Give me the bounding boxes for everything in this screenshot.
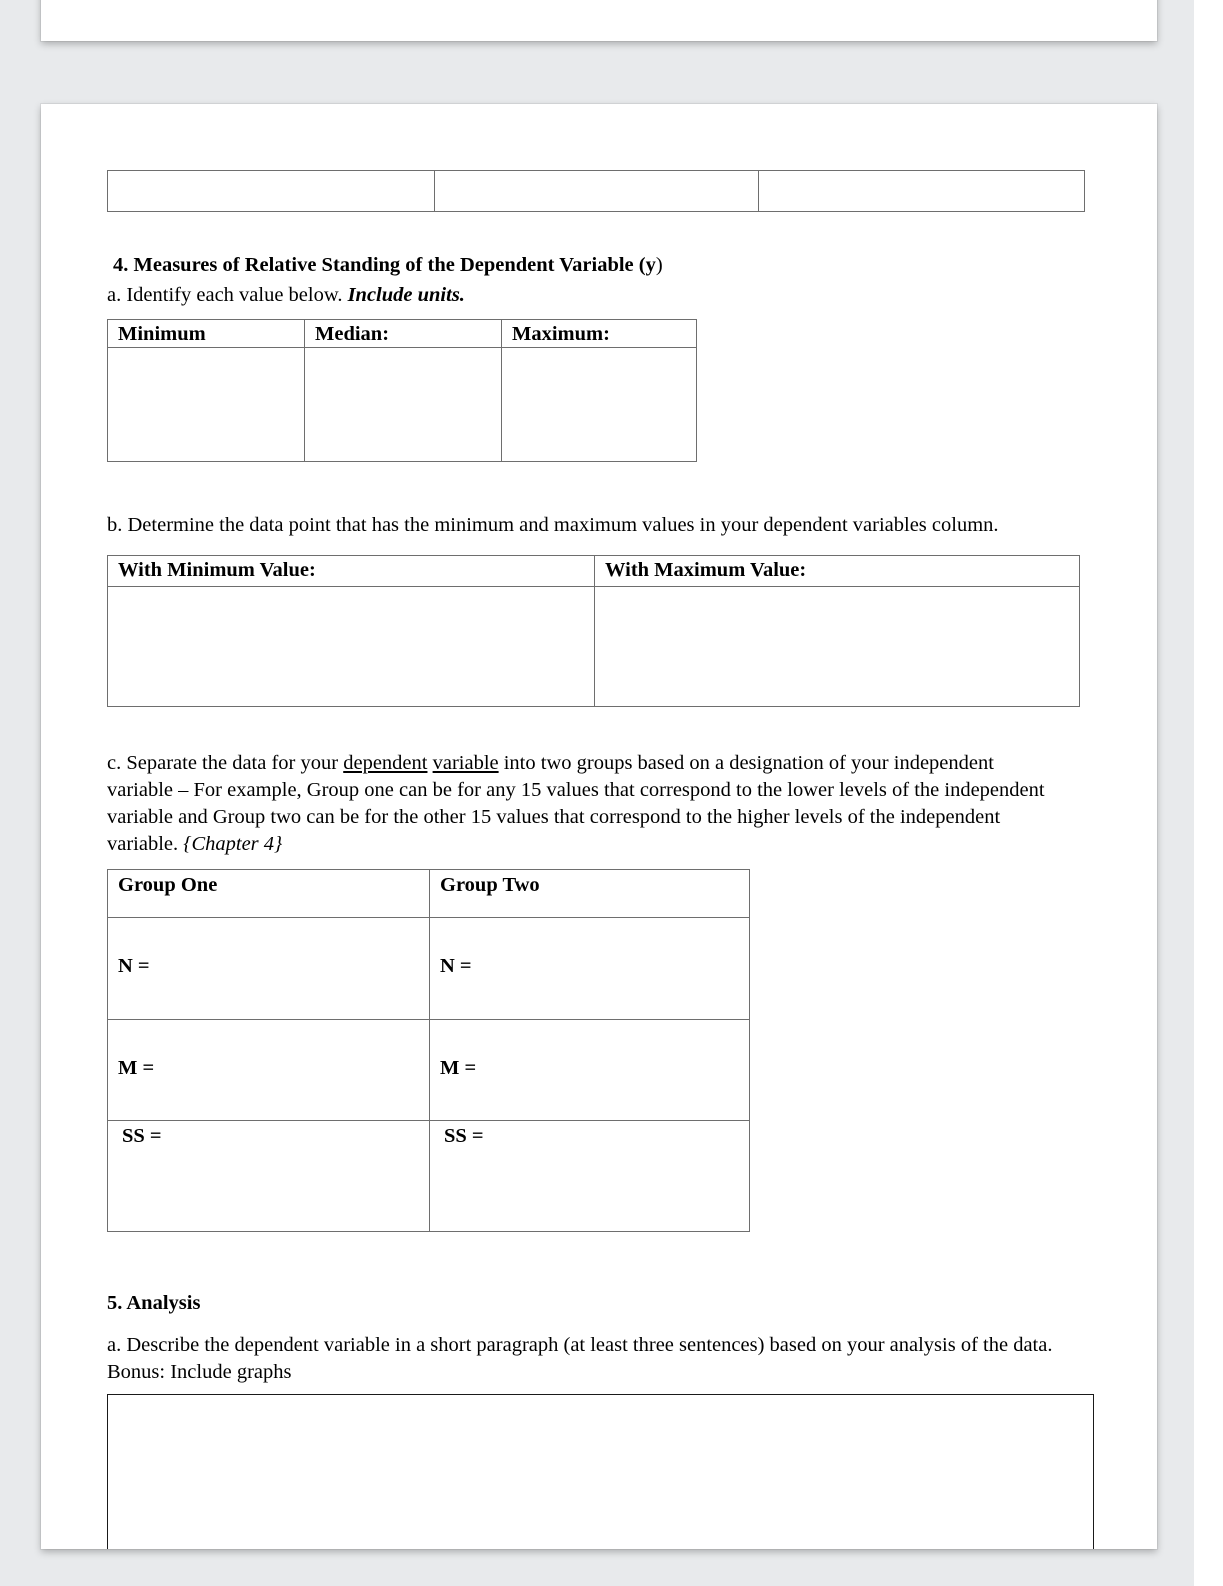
page-content (41, 104, 1157, 1549)
group-one-n-cell[interactable] (108, 918, 430, 1020)
group-one-m-label: M = (118, 1057, 155, 1079)
group-two-ss-label: SS = (444, 1125, 484, 1147)
item-4b-instruction: b. Determine the data point that has the minimum and maximum values in your dependent variables column. (107, 514, 999, 536)
blank-cell-2[interactable] (435, 171, 759, 212)
maximum-value-cell[interactable] (502, 348, 697, 462)
group-one-n-label: N = (118, 955, 150, 977)
previous-page-card (41, 0, 1157, 41)
header-cell-group-two (430, 870, 750, 918)
with-maximum-value-label: With Maximum Value: (605, 559, 807, 581)
group-one-ss-label: SS = (122, 1125, 162, 1147)
table-row (108, 587, 1080, 707)
group-one-m-cell[interactable] (108, 1020, 430, 1121)
group-one-ss-cell[interactable] (108, 1121, 430, 1232)
table-header-row (108, 556, 1080, 587)
section-4-heading-text: 4. Measures of Relative Standing of the Dependent Variable (y (113, 254, 656, 276)
min-median-max-table (107, 319, 697, 462)
section-4-heading (113, 254, 663, 277)
table-row (108, 1121, 750, 1232)
median-label: Median: (315, 323, 390, 345)
table-header-row (108, 870, 750, 918)
header-cell-with-maximum (595, 556, 1080, 587)
maximum-label: Maximum: (512, 323, 610, 345)
table-row (108, 171, 1085, 212)
top-blank-table (107, 170, 1085, 212)
item-4a-text: a. Identify each value below. (107, 284, 348, 306)
group-two-m-cell[interactable] (430, 1020, 750, 1121)
blank-cell-1[interactable] (108, 171, 435, 212)
with-maximum-value-cell[interactable] (595, 587, 1080, 707)
group-comparison-table (107, 869, 750, 1232)
group-two-n-cell[interactable] (430, 918, 750, 1020)
item-4c-text-part2: into two groups based on a designation of your independent variable – For example, Group one can be for any 15 values that correspond to the lower levels of the independent variable and Group two can be for the other 15 values that correspond to the higher levels of the independent variable. (107, 752, 1045, 855)
group-two-ss-cell[interactable] (430, 1121, 750, 1232)
table-row (108, 1020, 750, 1121)
item-5a-answer-box[interactable] (107, 1394, 1094, 1549)
group-two-label: Group Two (440, 874, 540, 896)
median-value-cell[interactable] (305, 348, 502, 462)
header-cell-with-minimum (108, 556, 595, 587)
table-row (108, 918, 750, 1020)
item-4c-instruction (107, 750, 1052, 858)
header-cell-group-one (108, 870, 430, 918)
item-4c-text-part1: c. Separate the data for your (107, 752, 344, 774)
min-max-datapoint-table (107, 555, 1080, 707)
group-one-label: Group One (118, 874, 218, 896)
group-two-n-label: N = (440, 955, 472, 977)
header-cell-median (305, 320, 502, 348)
table-header-row (108, 320, 697, 348)
item-4c-chapter-reference: {Chapter 4} (183, 833, 283, 855)
item-4c-underlined-variable: variable (432, 752, 499, 774)
table-row (108, 348, 697, 462)
item-4c-underlined-dependent: dependent (343, 752, 428, 774)
header-cell-minimum (108, 320, 305, 348)
item-5a-instruction: a. Describe the dependent variable in a short paragraph (at least three sentences) based on your analysis of the data. Bonus: Include graphs (107, 1334, 1053, 1383)
item-4a-instruction (107, 282, 1007, 309)
group-two-m-label: M = (440, 1057, 477, 1079)
current-page-card (41, 104, 1157, 1549)
header-cell-maximum (502, 320, 697, 348)
item-4a-emphasis: Include units. (347, 284, 465, 306)
with-minimum-value-label: With Minimum Value: (118, 559, 316, 581)
minimum-value-cell[interactable] (108, 348, 305, 462)
with-minimum-value-cell[interactable] (108, 587, 595, 707)
section-5-heading: 5. Analysis (107, 1292, 201, 1314)
blank-cell-3[interactable] (759, 171, 1085, 212)
minimum-label: Minimum (118, 323, 206, 345)
section-4-heading-paren: ) (655, 254, 663, 276)
